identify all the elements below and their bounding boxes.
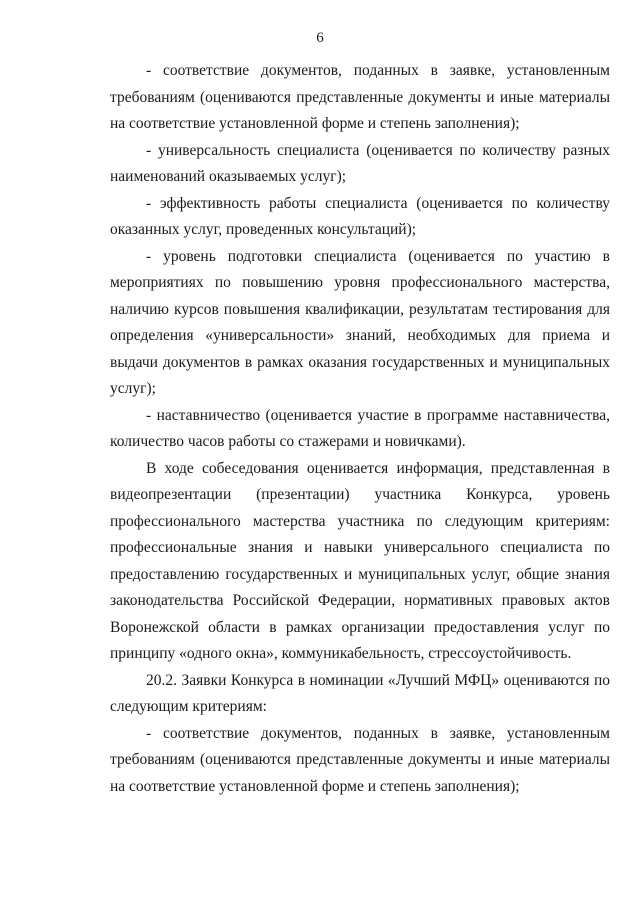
criterion-specialist-efficiency: - эффективность работы специалиста (оценивается по количеству оказанных услуг, проведенных консультаций); xyxy=(110,194,610,238)
page-number: 6 xyxy=(316,30,324,46)
criterion-specialist-training-level: - уровень подготовки специалиста (оценивается по участию в мероприятиях по повышению уровня профессионального мастерства, наличию курсов повышения квалификации, результатам тестирования для определения «универсальности» знаний, необходимых для приема и выдачи документов в рамках оказания государственных и муниципальных услуг); xyxy=(110,247,610,397)
criterion-mfc-documents-compliance: - соответствие документов, поданных в заявке, установленным требованиям (оцениваются представленные документы и иные материалы на соответствие установленной форме и степень заполнения); xyxy=(110,724,610,795)
criterion-documents-compliance: - соответствие документов, поданных в заявке, установленным требованиям (оцениваются представленные документы и иные материалы на соответствие установленной форме и степень заполнения); xyxy=(110,62,610,132)
criterion-mentoring: - наставничество (оценивается участие в программе наставничества, количество часов работы со стажерами и новичками). xyxy=(110,406,610,450)
document-body xyxy=(110,58,610,800)
interview-assessment-paragraph: В ходе собеседования оценивается информация, представленная в видеопрезентации (презентации) участника Конкурса, уровень профессионального мастерства участника по следующим критериям: профессиональные знания и навыки универсального специалиста по предоставлению государственных и муниципальных услуг, общие знания законодательства Российской Федерации, нормативных правовых актов Воронежской области в рамках организации предоставления услуг по принципу «одного окна», коммуникабельность, стрессоустойчивость. xyxy=(110,459,610,662)
section-20-2-paragraph: 20.2. Заявки Конкурса в номинации «Лучший МФЦ» оцениваются по следующим критериям: xyxy=(110,671,610,715)
criterion-specialist-universality: - универсальность специалиста (оценивается по количеству разных наименований оказываемых услуг); xyxy=(110,141,610,185)
